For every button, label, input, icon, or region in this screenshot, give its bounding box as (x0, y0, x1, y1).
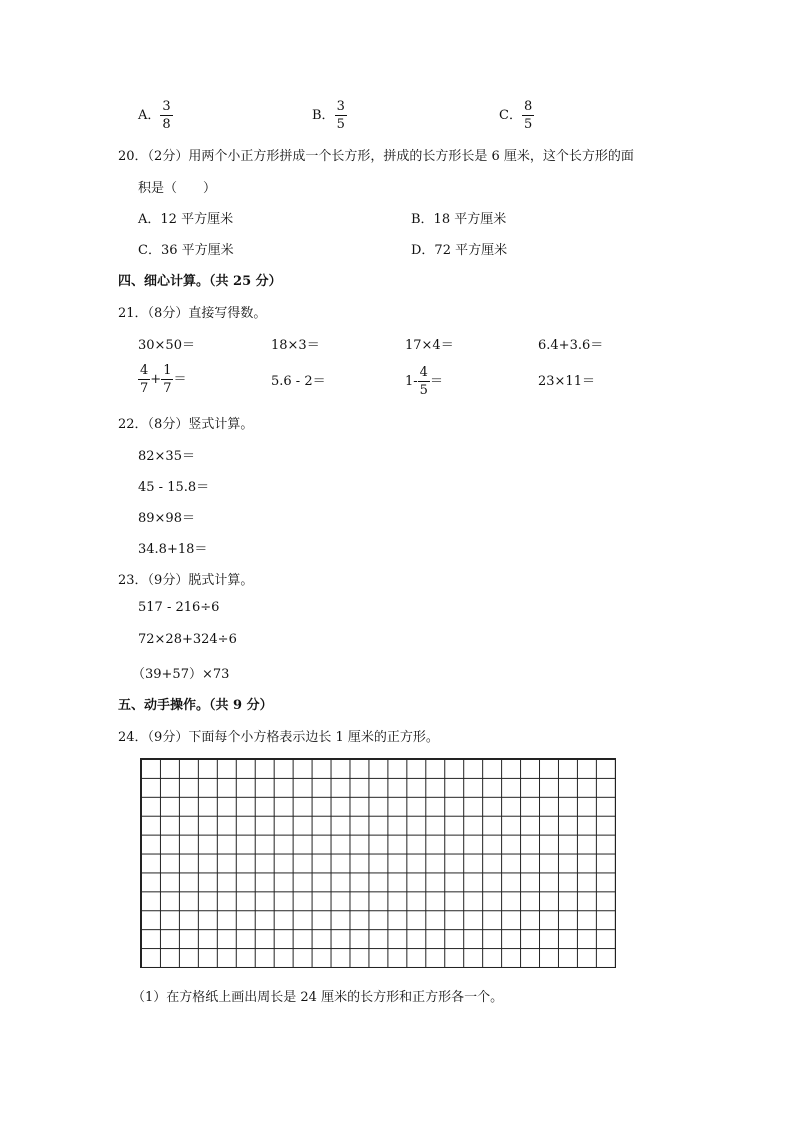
q21-r2c3-num: 4 (419, 365, 428, 380)
q21-r2c3-pre: 1- (405, 374, 418, 389)
q19-option-a (138, 100, 173, 131)
q19-a-denominator: 8 (162, 117, 171, 132)
q20-option-a: A．12 平方厘米 (138, 212, 234, 227)
q19-option-b (312, 100, 347, 131)
q19-option-c-fraction (522, 100, 534, 131)
q19-b-denominator: 5 (336, 117, 345, 132)
q24-sub1: （1）在方格纸上画出周长是 24 厘米的长方形和正方形各一个。 (132, 990, 504, 1005)
q20-option-d: D．72 平方厘米 (411, 243, 508, 258)
q23-item-3: （39+57）×73 (132, 667, 230, 682)
q19-b-numerator: 3 (336, 99, 345, 114)
q19-option-b-fraction (335, 100, 347, 131)
q19-c-denominator: 5 (523, 117, 533, 132)
q21-r1c2: 18×3＝ (271, 338, 320, 353)
square-grid-paper (140, 758, 616, 968)
q24-stem: 24．（9分）下面每个小方格表示边长 1 厘米的正方形。 (118, 730, 439, 745)
q21-r2c1-fraction1 (138, 364, 150, 395)
q22-item-3: 89×98＝ (138, 511, 195, 526)
q21-r2c4: 23×11＝ (538, 374, 595, 389)
q19-option-a-label: A． (138, 108, 161, 123)
q21-r2c1 (138, 364, 186, 395)
q20-option-c: C．36 平方厘米 (138, 243, 234, 258)
q19-a-numerator: 3 (162, 99, 171, 114)
q21-r2c1-num1: 4 (140, 363, 149, 378)
q21-r2c1-num2: 1 (163, 363, 172, 378)
q21-r2c1-eq: ＝ (173, 372, 187, 387)
q19-c-numerator: 8 (523, 99, 533, 114)
q22-item-1: 82×35＝ (138, 449, 195, 464)
q19-option-c-label: C． (499, 108, 522, 123)
q23-stem: 23．（9分）脱式计算。 (118, 573, 254, 588)
q21-r2c1-den2: 7 (163, 381, 172, 396)
q20-stem-line1: 20．（2分）用两个小正方形拼成一个长方形，拼成的长方形长是 6 厘米，这个长方形的面 (118, 149, 634, 164)
q23-item-1: 517 - 216÷6 (138, 600, 220, 615)
q21-r2c3-den: 5 (419, 383, 428, 398)
q21-r2c3-fraction (418, 366, 430, 397)
q19-option-c (499, 100, 534, 131)
q20-stem-line2: 积是（ ） (138, 181, 217, 196)
q21-r2c3-eq: ＝ (429, 374, 443, 389)
section4-title: 四、细心计算。（共 25 分） (118, 274, 282, 289)
q19-option-b-label: B． (312, 108, 335, 123)
q22-stem: 22．（8分）竖式计算。 (118, 417, 254, 432)
q21-r2c2: 5.6 - 2＝ (271, 374, 326, 389)
q21-r2c1-op: + (150, 372, 162, 387)
q22-item-2: 45 - 15.8＝ (138, 480, 210, 495)
q21-r2c1-den1: 7 (140, 381, 149, 396)
q20-option-b: B．18 平方厘米 (411, 212, 507, 227)
section5-title: 五、动手操作。（共 9 分） (118, 698, 273, 713)
q21-r1c4: 6.4+3.6＝ (538, 338, 604, 353)
q21-r1c1: 30×50＝ (138, 338, 195, 353)
q21-r1c3: 17×4＝ (405, 338, 454, 353)
q22-item-4: 34.8+18＝ (138, 542, 208, 557)
q21-r2c1-fraction2 (161, 364, 173, 395)
q21-stem: 21．（8分）直接写得数。 (118, 306, 267, 321)
q19-option-a-fraction (160, 100, 172, 131)
q21-r2c3 (405, 366, 443, 397)
q23-item-2: 72×28+324÷6 (138, 632, 237, 647)
